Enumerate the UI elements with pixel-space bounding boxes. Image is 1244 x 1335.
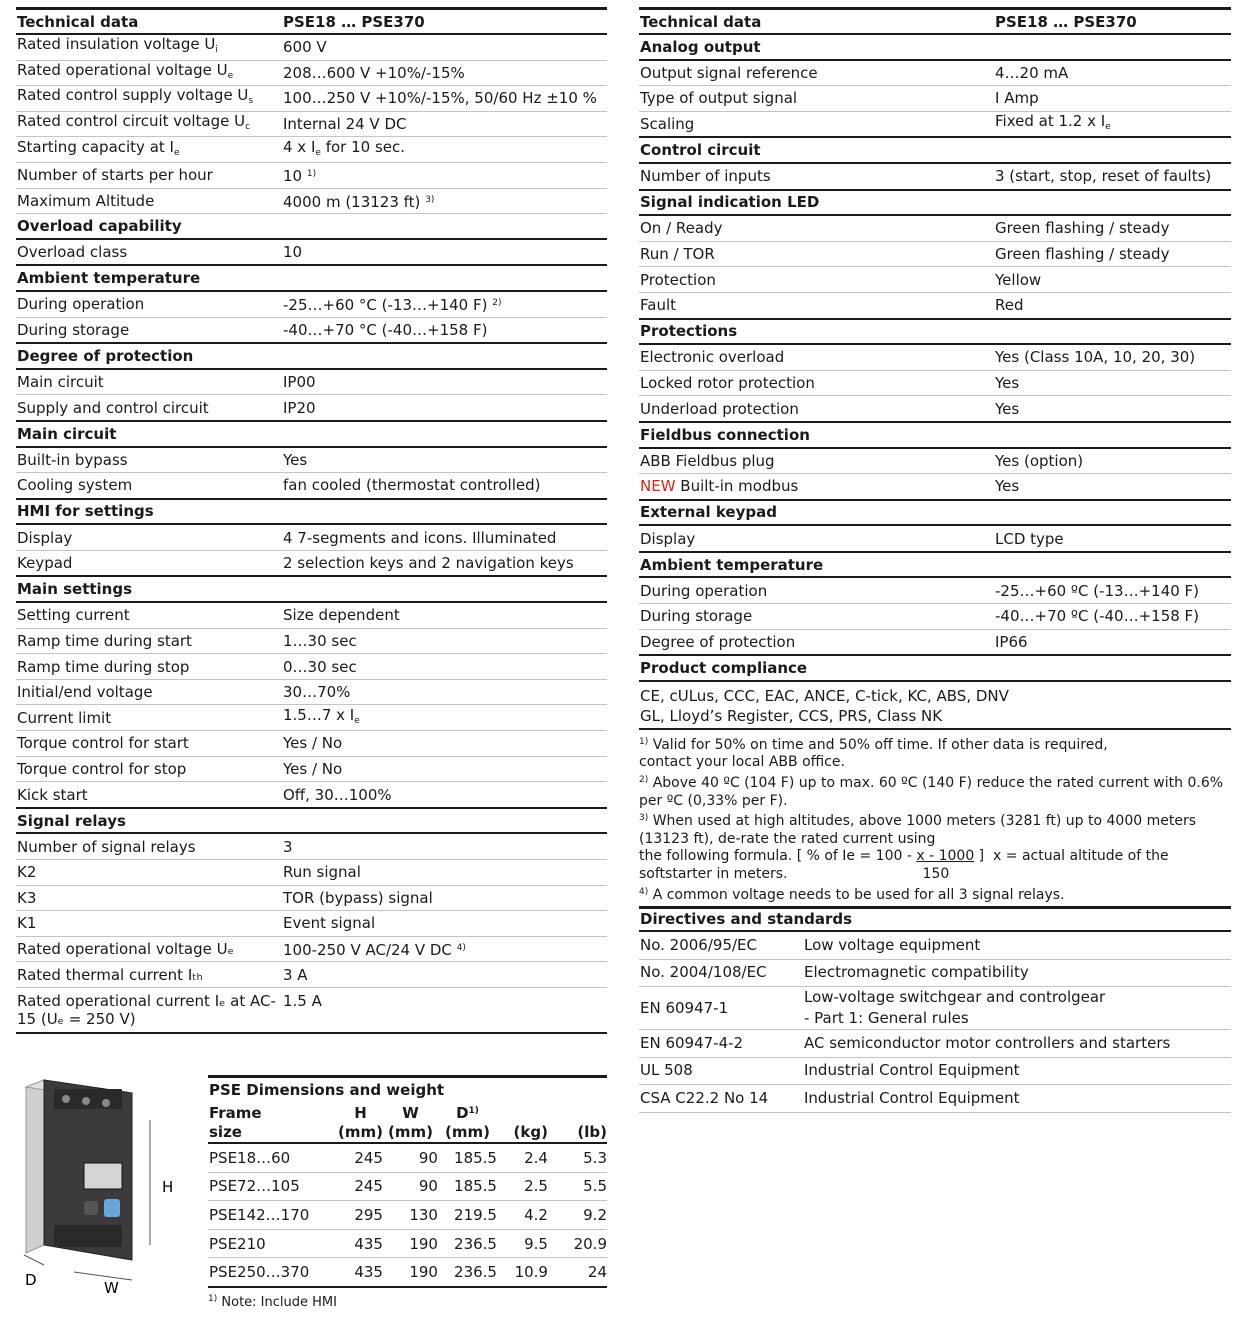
- row-value: -40…+70 ºC (-40…+158 F): [994, 604, 1231, 630]
- table-header: [639, 9, 1231, 35]
- directives-table: [639, 906, 1231, 1113]
- row-value: Yes / No: [282, 731, 607, 757]
- depth-dimension-line: [24, 1255, 44, 1265]
- row-value: Green flashing / steady: [994, 241, 1231, 267]
- table-row: [16, 524, 607, 550]
- footnotes: $^{1)}$ Valid for 50% on time and 50% off time. If other data is required, contact your local ABB office. $^{2)}$ Above 40 ºC (104 F) up to max. 60 ºC (140 F) reduce the rated current with 0.6% per ºC (0,33% per F). $^{3)}$ When used at high altitudes, above 1000 meters (3281 ft) up to 4000 meters (13123 ft), de-rate the rated current using the following formula. [ % of Ie = 100 - x - 1000 ] x = actual altitude of the softstarter in meters. 150 $^{4)}$ A common voltage needs to be used for all 3 signal relays.: [639, 734, 1231, 904]
- table-row: [16, 369, 607, 395]
- row-value: 3 A: [282, 962, 607, 988]
- table-row: PSE72…105 245 90 185.5 2.5 5.5: [208, 1172, 607, 1201]
- table-row: [16, 679, 607, 705]
- row-value: Yes: [994, 396, 1231, 422]
- new-badge: NEW: [640, 477, 676, 496]
- table-row: [16, 911, 607, 937]
- row-label: K3: [16, 885, 282, 911]
- header-value: PSE18 … PSE370: [994, 9, 1231, 35]
- table-row: [639, 1057, 1231, 1085]
- row-label: Rated operational current Iₑ at AC-15 (Uₑ = 250 V): [16, 987, 282, 1033]
- section-heading: Fieldbus connection: [639, 422, 1231, 448]
- row-value: IP20: [282, 395, 607, 421]
- row-label: Scaling: [639, 111, 994, 137]
- table-row: [639, 577, 1231, 603]
- row-label: During operation: [639, 577, 994, 603]
- row-label: Protection: [639, 267, 994, 293]
- row-value: Event signal: [282, 911, 607, 937]
- row-value: -25…+60 °C (-13…+140 F) $^{2)}$: [282, 291, 607, 317]
- row-value: 1.5…7 x $I_e$: [282, 705, 607, 731]
- header-value: PSE18 … PSE370: [282, 9, 607, 35]
- row-label: During operation: [16, 291, 282, 317]
- table-title: PSE Dimensions and weight: [208, 1077, 607, 1103]
- row-value: IP00: [282, 369, 607, 395]
- row-label: Cooling system: [16, 473, 282, 499]
- section-heading: HMI for settings: [16, 499, 607, 525]
- row-value: 3 (start, stop, reset of faults): [994, 163, 1231, 190]
- table-header: Frame size H (mm) W (mm) $D^{1)}$ (mm) (kg) (lb): [209, 1104, 607, 1141]
- row-value: 100…250 V +10%/-15%, 50/60 Hz ±10 %: [282, 86, 607, 112]
- row-label: Locked rotor protection: [639, 370, 994, 396]
- dimensions-table: [208, 1075, 607, 1288]
- row-label: Ramp time during stop: [16, 654, 282, 680]
- dimensions-section: [208, 1075, 607, 1310]
- row-label: Display: [639, 525, 994, 552]
- row-value: 30…70%: [282, 679, 607, 705]
- row-value: -40…+70 °C (-40…+158 F): [282, 317, 607, 343]
- row-label: During storage: [16, 317, 282, 343]
- left-spec-table: [16, 7, 607, 1034]
- directive-code: CSA C22.2 No 14: [639, 1085, 803, 1113]
- directive-desc: Industrial Control Equipment: [803, 1085, 1231, 1113]
- row-label: Rated operational voltage U: [17, 60, 228, 79]
- right-spec-table: [639, 7, 1231, 682]
- table-row: [16, 885, 607, 911]
- row-label: Degree of protection: [639, 629, 994, 655]
- row-label: Number of inputs: [639, 163, 994, 190]
- device-display: [84, 1163, 122, 1189]
- row-label: Run / TOR: [639, 241, 994, 267]
- table-header: [16, 9, 607, 35]
- table-row: [639, 1085, 1231, 1113]
- row-value: Yes / No: [282, 756, 607, 782]
- directive-desc: Low-voltage switchgear and controlgear - Part 1: General rules: [803, 987, 1231, 1030]
- row-value: Run signal: [282, 860, 607, 886]
- table-row: [639, 448, 1231, 474]
- row-value: 4000 m (13123 ft) $^{3)}$: [282, 188, 607, 214]
- row-value: TOR (bypass) signal: [282, 885, 607, 911]
- row-value: 208…600 V +10%/-15%: [282, 60, 607, 86]
- softstarter-illustration: [14, 1075, 194, 1300]
- row-label: NEW Built-in modbus: [639, 474, 994, 500]
- row-value: Green flashing / steady: [994, 215, 1231, 241]
- footnote-3: $^{3)}$ When used at high altitudes, above 1000 meters (3281 ft) up to 4000 meters: [639, 813, 1197, 830]
- directive-code: No. 2006/95/EC: [639, 931, 803, 959]
- directive-desc: Industrial Control Equipment: [803, 1057, 1231, 1085]
- row-value: 1.5 A: [282, 987, 607, 1033]
- table-row: [639, 987, 1231, 1030]
- table-row: [639, 959, 1231, 987]
- table-row: [16, 833, 607, 859]
- row-label: Number of starts per hour: [16, 162, 282, 188]
- table-row: [16, 860, 607, 886]
- device-keypad: [104, 1199, 120, 1217]
- section-heading: Product compliance: [639, 655, 1231, 681]
- row-value: Yes (option): [994, 448, 1231, 474]
- section-heading: Ambient temperature: [639, 552, 1231, 578]
- row-label: Ramp time during start: [16, 628, 282, 654]
- table-row: [16, 936, 607, 962]
- table-row: Starting capacity at $I_e$ 4 x $I_e$ for 10 sec.: [16, 137, 607, 163]
- table-row: [639, 86, 1231, 112]
- table-row: [16, 473, 607, 499]
- row-label: Type of output signal: [639, 86, 994, 112]
- width-dimension-line: [74, 1272, 132, 1280]
- section-heading: Signal indication LED: [639, 190, 1231, 216]
- row-label: Electronic overload: [639, 344, 994, 370]
- footnote-1: $^{1)}$ Valid for 50% on time and 50% off time. If other data is required,: [639, 736, 1108, 753]
- directive-code: EN 60947-4-2: [639, 1030, 803, 1058]
- row-value: I Amp: [994, 86, 1231, 112]
- row-label: Supply and control circuit: [16, 395, 282, 421]
- table-row: [16, 239, 607, 266]
- table-row: [16, 987, 607, 1033]
- row-label: Underload protection: [639, 396, 994, 422]
- row-label: Rated operational voltage Uₑ: [16, 936, 282, 962]
- row-value: 10 $^{1)}$: [282, 162, 607, 188]
- left-spec-column: [16, 7, 607, 1034]
- row-label: Main circuit: [16, 369, 282, 395]
- directive-desc: Electromagnetic compatibility: [803, 959, 1231, 987]
- table-row: Rated operational voltage $U_e$ 208…600 V +10%/-15%: [16, 60, 607, 86]
- directive-code: UL 508: [639, 1057, 803, 1085]
- table-row: [16, 550, 607, 576]
- device-side: [26, 1080, 44, 1253]
- height-label: H: [162, 1178, 174, 1196]
- table-row: [639, 292, 1231, 318]
- row-label: Number of signal relays: [16, 833, 282, 859]
- row-label: ABB Fieldbus plug: [639, 448, 994, 474]
- table-row: [16, 447, 607, 473]
- table-row: [16, 731, 607, 757]
- row-label: Torque control for start: [16, 731, 282, 757]
- row-value: Yes: [282, 447, 607, 473]
- row-value: Off, 30…100%: [282, 782, 607, 808]
- footnote-2: $^{2)}$ Above 40 ºC (104 F) up to max. 60 ºC (140 F) reduce the rated current with 0.6%: [639, 775, 1224, 792]
- table-header: Directives and standards: [639, 908, 1231, 932]
- row-label: Rated control supply voltage U: [17, 86, 249, 105]
- row-label: Rated thermal current Iₜₕ: [16, 962, 282, 988]
- row-label: Rated control circuit voltage U: [17, 112, 246, 131]
- row-label: Kick start: [16, 782, 282, 808]
- row-label: Current limit: [16, 705, 282, 731]
- row-value: 10: [282, 239, 607, 266]
- table-row: [639, 629, 1231, 655]
- row-label: Torque control for stop: [16, 756, 282, 782]
- row-value: fan cooled (thermostat controlled): [282, 473, 607, 499]
- table-row: [639, 604, 1231, 630]
- section-heading: Control circuit: [639, 137, 1231, 163]
- row-label: Output signal reference: [639, 60, 994, 86]
- row-value: Internal 24 V DC: [282, 111, 607, 137]
- row-value: Red: [994, 292, 1231, 318]
- row-label: Setting current: [16, 602, 282, 628]
- table-row: [16, 291, 607, 317]
- table-row: Rated control circuit voltage $U_c$ Internal 24 V DC: [16, 111, 607, 137]
- table-row: PSE210 435 190 236.5 9.5 20.9: [208, 1229, 607, 1258]
- header-label: Technical data: [16, 9, 282, 35]
- table-row: [16, 162, 607, 188]
- row-label: Initial/end voltage: [16, 679, 282, 705]
- section-heading: Ambient temperature: [16, 265, 607, 291]
- table-row: [639, 474, 1231, 500]
- row-value: 4 7-segments and icons. Illuminated: [282, 524, 607, 550]
- table-row: [16, 628, 607, 654]
- row-label: K2: [16, 860, 282, 886]
- footnote-4: $^{4)}$ A common voltage needs to be used for all 3 signal relays.: [639, 886, 1065, 903]
- compliance-list: CE, cULus, CCC, EAC, ANCE, C-tick, KC, ABS, DNV GL, Lloyd’s Register, CCS, PRS, Class NK: [639, 682, 1231, 730]
- table-row: [639, 215, 1231, 241]
- table-row: [16, 602, 607, 628]
- directive-code: No. 2004/108/EC: [639, 959, 803, 987]
- row-value: 4…20 mA: [994, 60, 1231, 86]
- table-row: [16, 782, 607, 808]
- row-label: Fault: [639, 292, 994, 318]
- row-value: Fixed at 1.2 x $I_e$: [994, 111, 1231, 137]
- row-label: Built-in bypass: [16, 447, 282, 473]
- row-value: 1…30 sec: [282, 628, 607, 654]
- row-value: 600 V: [282, 34, 607, 60]
- dimensions-note: $^{1)}$ Note: Include HMI: [208, 1293, 337, 1310]
- table-row: [16, 188, 607, 214]
- header-label: Technical data: [639, 9, 994, 35]
- table-row: Rated control supply voltage $U_s$ 100…250 V +10%/-15%, 50/60 Hz ±10 %: [16, 86, 607, 112]
- table-row: [16, 962, 607, 988]
- section-heading: Analog output: [639, 34, 1231, 60]
- row-value: Yes: [994, 474, 1231, 500]
- table-row: PSE250…370 435 190 236.5 10.9 24: [208, 1258, 607, 1287]
- table-row: [639, 931, 1231, 959]
- row-value: LCD type: [994, 525, 1231, 552]
- table-row: [16, 705, 607, 731]
- table-row: [639, 163, 1231, 190]
- table-row: [16, 654, 607, 680]
- section-heading: Signal relays: [16, 808, 607, 834]
- table-row: Rated insulation voltage $U_i$ 600 V: [16, 34, 607, 60]
- row-value: Yellow: [994, 267, 1231, 293]
- table-row: [639, 241, 1231, 267]
- section-heading: Degree of protection: [16, 343, 607, 369]
- row-label: Display: [16, 524, 282, 550]
- row-label: K1: [16, 911, 282, 937]
- section-heading: Main settings: [16, 576, 607, 602]
- row-value: 100-250 V AC/24 V DC $^{4)}$: [282, 936, 607, 962]
- table-row: [16, 317, 607, 343]
- table-row: [639, 1030, 1231, 1058]
- row-value: -25…+60 ºC (-13…+140 F): [994, 577, 1231, 603]
- row-value: 3: [282, 833, 607, 859]
- row-label: During storage: [639, 604, 994, 630]
- directive-desc: AC semiconductor motor controllers and starters: [803, 1030, 1231, 1058]
- table-row: [639, 111, 1231, 137]
- depth-label: D: [25, 1271, 37, 1289]
- width-label: W: [104, 1279, 119, 1297]
- directives-section: [639, 906, 1231, 1113]
- table-row: [639, 344, 1231, 370]
- table-row: [639, 267, 1231, 293]
- directive-desc: Low voltage equipment: [803, 931, 1231, 959]
- row-label: Rated insulation voltage U: [17, 35, 216, 54]
- row-label: Maximum Altitude: [16, 188, 282, 214]
- section-heading: Protections: [639, 319, 1231, 345]
- table-row: [639, 396, 1231, 422]
- row-value: Yes (Class 10A, 10, 20, 30): [994, 344, 1231, 370]
- section-heading: External keypad: [639, 500, 1231, 526]
- row-value: 4 x $I_e$ for 10 sec.: [282, 137, 607, 163]
- row-value: IP66: [994, 629, 1231, 655]
- table-row: [16, 395, 607, 421]
- row-label: Overload class: [16, 239, 282, 266]
- row-label: On / Ready: [639, 215, 994, 241]
- table-row: PSE18…60 245 90 185.5 2.4 5.3: [208, 1143, 607, 1172]
- section-heading: Main circuit: [16, 421, 607, 447]
- row-value: Size dependent: [282, 602, 607, 628]
- row-value: 2 selection keys and 2 navigation keys: [282, 550, 607, 576]
- table-row: [639, 525, 1231, 552]
- row-label: Starting capacity at I: [17, 137, 174, 156]
- table-row: PSE142…170 295 130 219.5 4.2 9.2: [208, 1201, 607, 1230]
- table-row: [16, 756, 607, 782]
- softstarter-drawing: [14, 1075, 194, 1300]
- row-label: Keypad: [16, 550, 282, 576]
- row-value: Yes: [994, 370, 1231, 396]
- directive-code: EN 60947-1: [639, 987, 803, 1030]
- table-row: [639, 60, 1231, 86]
- table-row: [639, 370, 1231, 396]
- right-spec-column: [639, 7, 1231, 904]
- section-heading: Overload capability: [16, 214, 607, 239]
- row-value: 0…30 sec: [282, 654, 607, 680]
